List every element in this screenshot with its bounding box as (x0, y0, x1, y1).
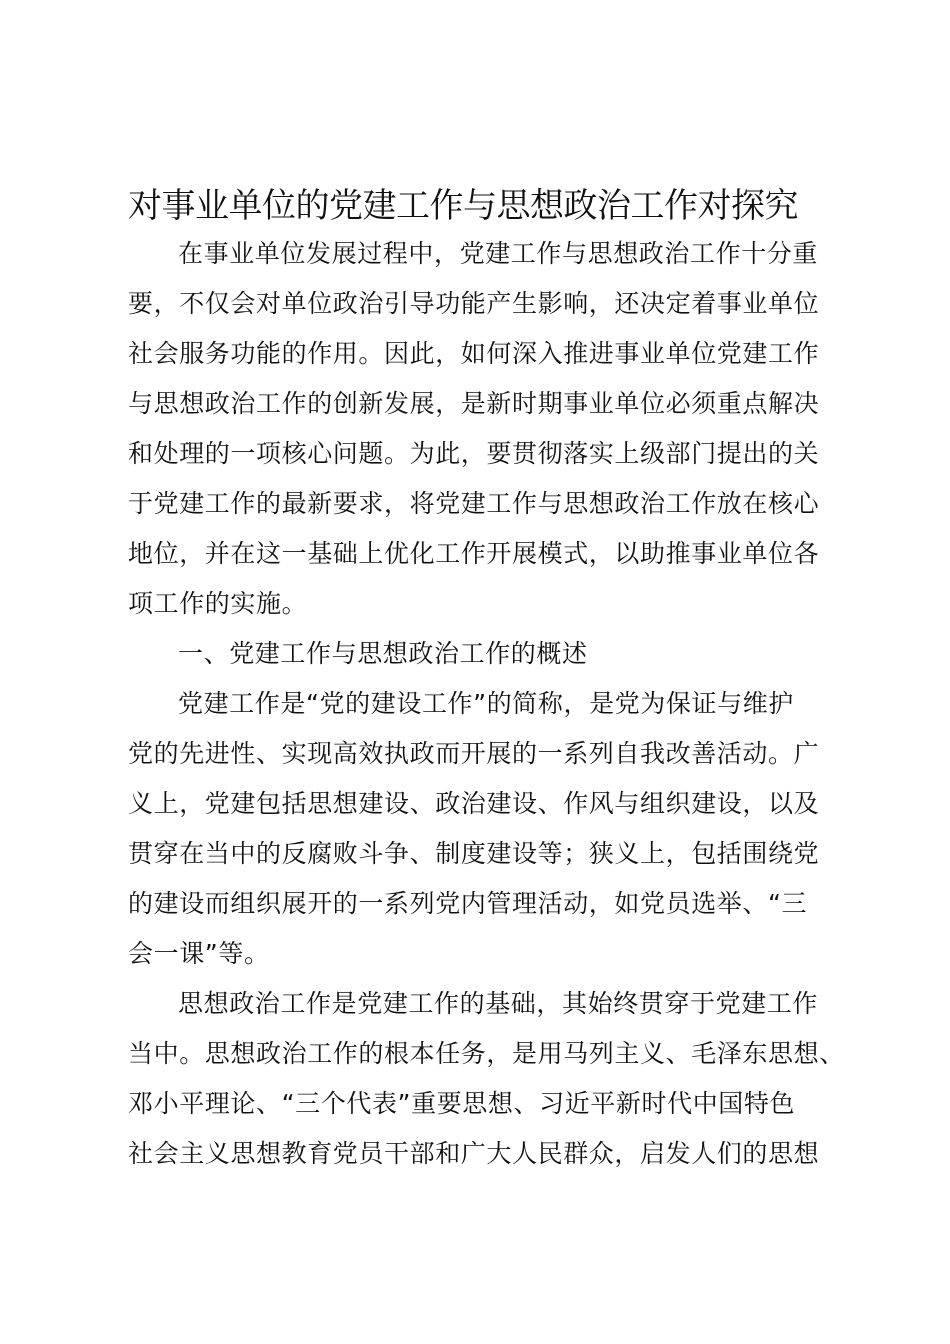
paragraph-line: 要，不仅会对单位政治引导功能产生影响，还决定着事业单位 (128, 289, 820, 318)
paragraph-line: 的建设而组织展开的一系列党内管理活动，如党员选举、“三 (128, 889, 808, 918)
paragraph-line: 会一课”等。 (128, 939, 270, 968)
paragraph-line: 在事业单位发展过程中，党建工作与思想政治工作十分重 (178, 239, 819, 268)
paragraph-line: 邓小平理论、“三个代表”重要思想、习近平新时代中国特色 (128, 1089, 796, 1118)
paragraph-line: 社会主义思想教育党员干部和广大人民群众，启发人们的思想 (128, 1139, 820, 1168)
paragraph-line: 贯穿在当中的反腐败斗争、制度建设等；狭义上，包括围绕党 (128, 839, 820, 868)
paragraph-line: 当中。思想政治工作的根本任务，是用马列主义、毛泽东思想、 (128, 1039, 845, 1068)
paragraph-line: 地位，并在这一基础上优化工作开展模式，以助推事业单位各 (128, 539, 820, 568)
paragraph-line: 于党建工作的最新要求，将党建工作与思想政治工作放在核心 (128, 489, 820, 518)
paragraph-line: 社会服务功能的作用。因此，如何深入推进事业单位党建工作 (128, 339, 820, 368)
paragraph-line: 党的先进性、实现高效执政而开展的一系列自我改善活动。广 (128, 739, 820, 768)
paragraph-line: 和处理的一项核心问题。为此，要贯彻落实上级部门提出的关 (128, 439, 820, 468)
document-title: 对事业单位的党建工作与思想政治工作对探究 (128, 186, 798, 226)
paragraph-line: 与思想政治工作的创新发展，是新时期事业单位必须重点解决 (128, 389, 820, 418)
paragraph-line: 思想政治工作是党建工作的基础，其始终贯穿于党建工作 (178, 989, 819, 1018)
section-heading: 一、党建工作与思想政治工作的概述 (178, 639, 588, 668)
paragraph-line: 义上，党建包括思想建设、政治建设、作风与组织建设，以及 (128, 789, 820, 818)
paragraph-line: 项工作的实施。 (128, 589, 308, 618)
paragraph-line: 党建工作是“党的建设工作”的简称，是党为保证与维护 (178, 689, 794, 718)
